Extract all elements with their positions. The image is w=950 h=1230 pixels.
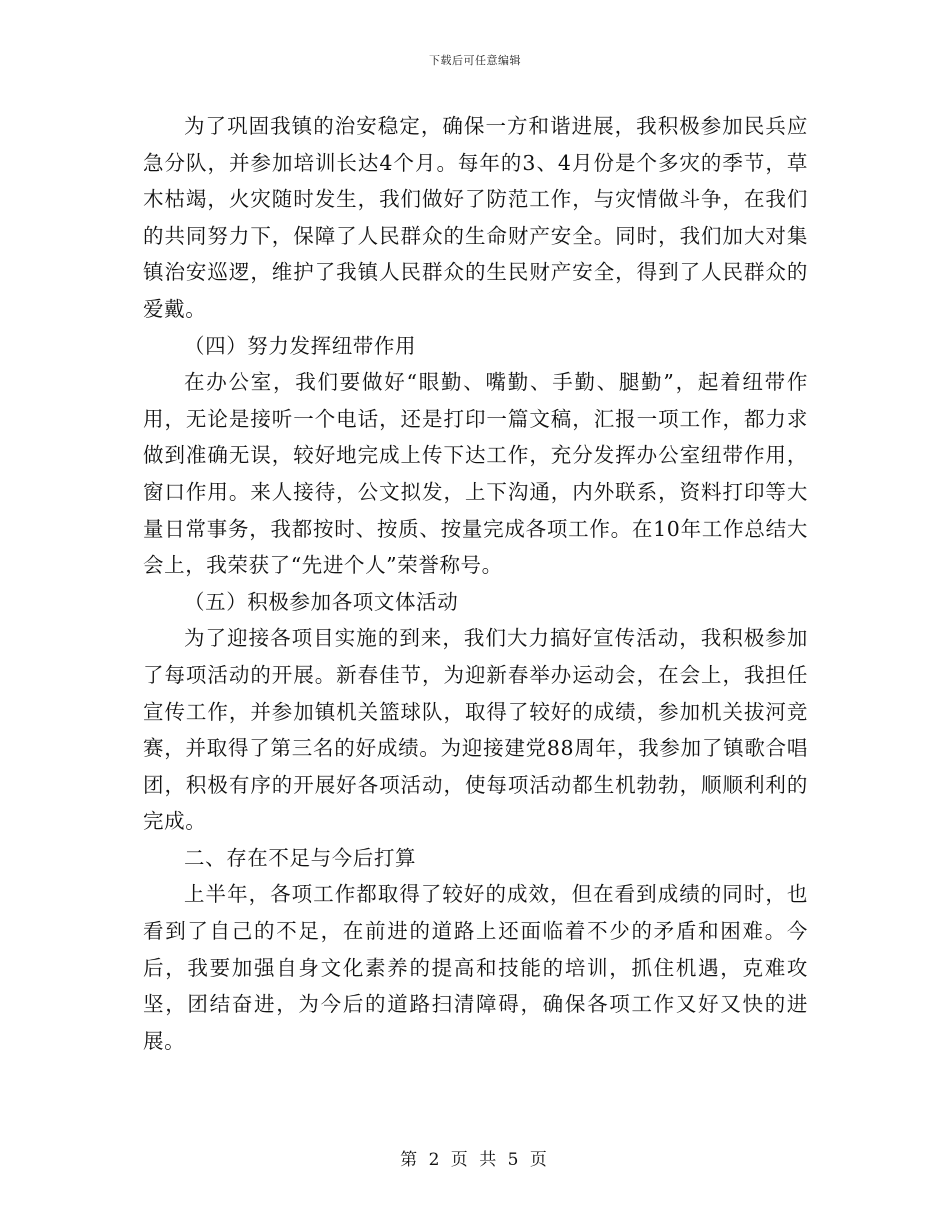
paragraph-public-security: 为了巩固我镇的治安稳定，确保一方和谐进展，我积极参加民兵应急分队，并参加培训长达4个月。每年的3、4月份是个多灾的季节，草木枯竭，火灾随时发生，我们做好了防范工作，与灾情做斗争，在我们的共同努力下，保障了人民群众的生命财产安全。同时，我们加大对集镇治安巡逻，维护了我镇人民群众的生民财产安全，得到了人民群众的爱戴。 — [143, 114, 808, 321]
section-heading-shortcomings: 二、存在不足与今后打算 — [184, 845, 417, 870]
document-body — [143, 108, 808, 1059]
paragraph-office-work: 在办公室，我们要做好“眼勤、嘴勤、手勤、腿勤”，起着纽带作用，无论是接听一个电话，还是打印一篇文稿，汇报一项工作，都力求做到准确无误，较好地完成上传下达工作，充分发挥办公室纽带作用，窗口作用。来人接待，公文拟发，上下沟通，内外联系，资料打印等大量日常事务，我都按时、按质、按量完成各项工作。在10年工作总结大会上，我荣获了“先进个人”荣誉称号。 — [143, 370, 808, 578]
paragraph-future-plans: 上半年，各项工作都取得了较好的成效，但在看到成绩的同时，也看到了自己的不足，在前进的道路上还面临着不少的矛盾和困难。今后，我要加强自身文化素养的提高和技能的培训，抓住机遇，克难攻坚，团结奋进，为今后的道路扫清障碍，确保各项工作又好又快的进展。 — [143, 882, 808, 1053]
paragraph-activities: 为了迎接各项目实施的到来，我们大力搞好宣传活动，我积极参加了每项活动的开展。新春佳节，为迎新春举办运动会，在会上，我担任宣传工作，并参加镇机关篮球队，取得了较好的成绩，参加机关拔河竞赛，并取得了第三名的好成绩。为迎接建党88周年，我参加了镇歌合唱团，积极有序的开展好各项活动，使每项活动都生机勃勃，顺顺利利的完成。 — [143, 626, 808, 834]
page-header: 下载后可任意编辑 — [429, 54, 521, 67]
page-number: 第 2 页 共 5 页 — [400, 1150, 550, 1170]
section-heading-liaison: （四）努力发挥纽带作用 — [184, 333, 417, 358]
section-heading-activities: （五）积极参加各项文体活动 — [184, 589, 459, 614]
